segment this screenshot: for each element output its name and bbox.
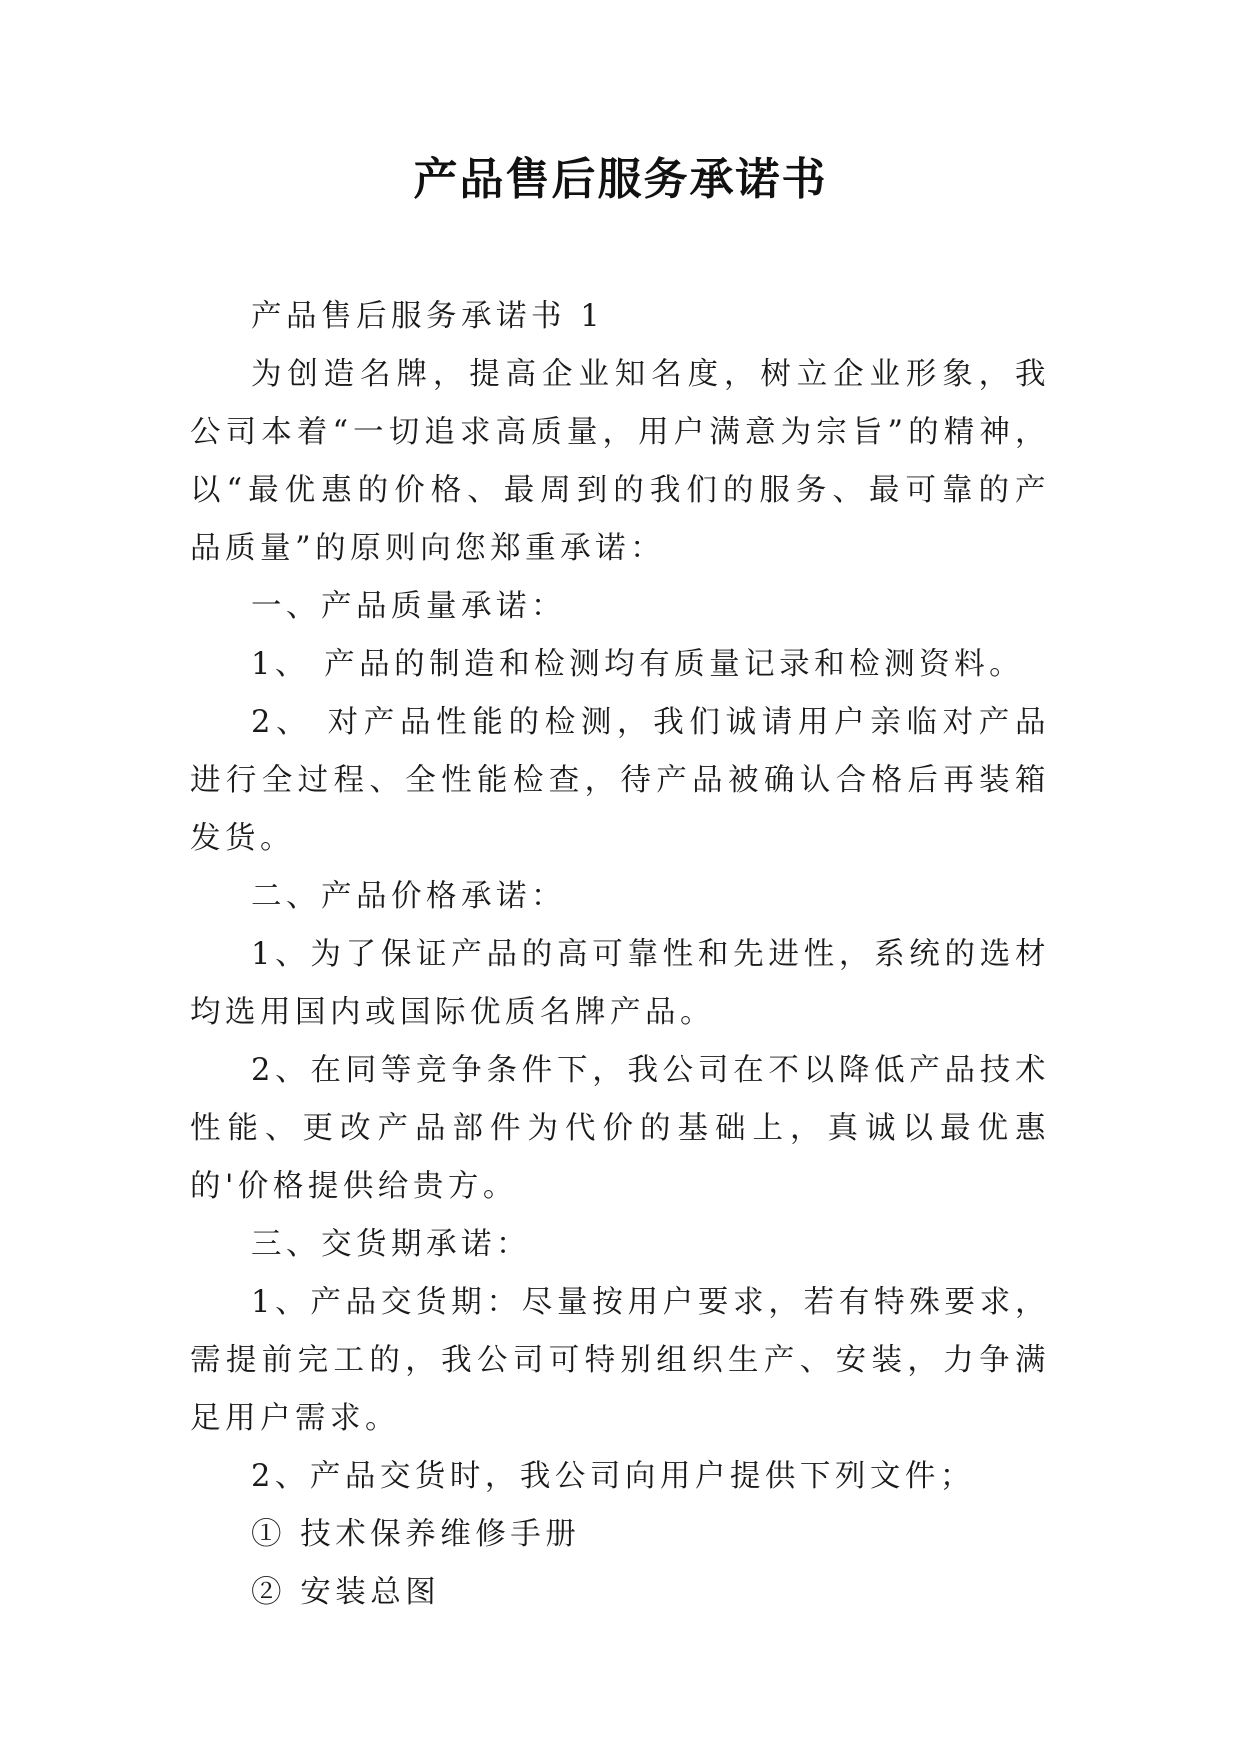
paragraph-price-1: 1、为了保证产品的高可靠性和先进性，系统的选材均选用国内或国际优质名牌产品。 <box>190 937 1050 1030</box>
list-item-manual: ① 技术保养维修手册 <box>251 1517 581 1552</box>
paragraph-delivery-1: 1、产品交货期：尽量按用户要求，若有特殊要求，需提前完工的，我公司可特别组织生产、安装，力争满足用户需求。 <box>190 1285 1050 1436</box>
list-item-drawing: ② 安装总图 <box>251 1575 441 1610</box>
paragraph-intro: 为创造名牌，提高企业知名度，树立企业形象，我公司本着“一切追求高质量，用户满意为宗旨”的精神，以“最优惠的价格、最周到的我们的服务、最可靠的产品质量”的原则向您郑重承诺： <box>190 357 1050 566</box>
document-title: 产品售后服务承诺书 <box>413 154 828 205</box>
section-heading-price: 二、产品价格承诺： <box>251 879 566 914</box>
paragraph-subtitle: 产品售后服务承诺书 1 <box>251 299 605 334</box>
paragraph-quality-1: 1、 产品的制造和检测均有质量记录和检测资料。 <box>251 647 1025 682</box>
paragraph-delivery-2: 2、产品交货时，我公司向用户提供下列文件； <box>251 1459 975 1494</box>
paragraph-quality-2: 2、 对产品性能的检测，我们诚请用户亲临对产品进行全过程、全性能检查，待产品被确认合格后再装箱发货。 <box>190 705 1050 856</box>
section-heading-delivery: 三、交货期承诺： <box>251 1227 531 1262</box>
paragraph-price-2: 2、在同等竞争条件下，我公司在不以降低产品技术性能、更改产品部件为代价的基础上，真诚以最优惠的'价格提供给贵方。 <box>190 1053 1050 1204</box>
document-body <box>190 288 1050 1622</box>
section-heading-quality: 一、产品质量承诺： <box>251 589 566 624</box>
